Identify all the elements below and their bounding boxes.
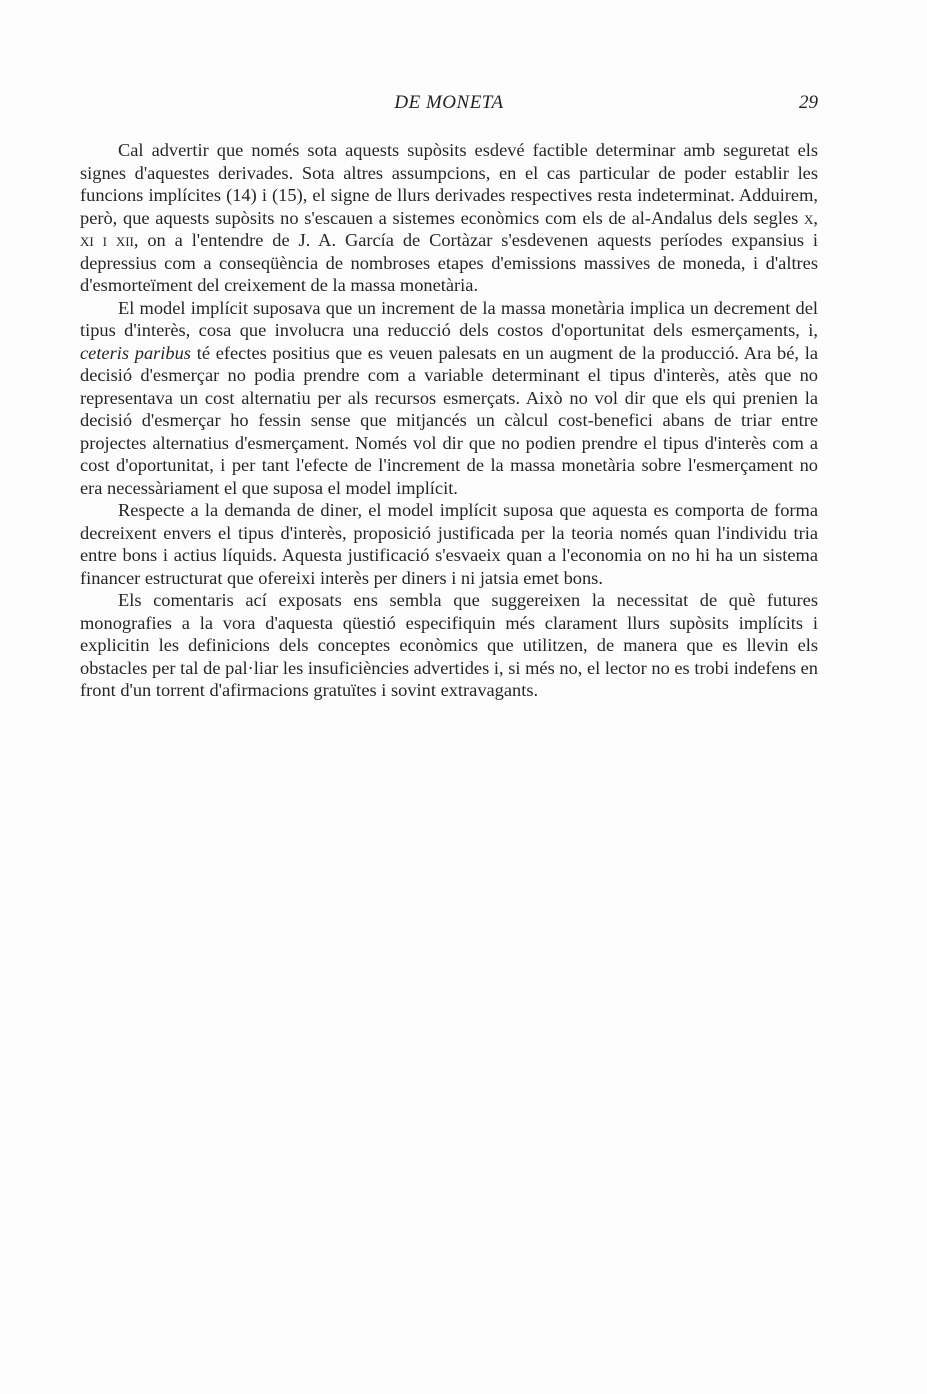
paragraph-2-text-b: té efectes positius que es veuen palesats en un augment de la producció. Ara bé, la decisió d'esmerçar no podia prendre com a variable determinant el tipus d'interès, atès que no representava un cost alternatiu per als recursos esmerçats. Això no vol dir que els qui prenien la decisió d'esmerçar ho fessin sense que mitjancés un càlcul cost-benefici abans de triar entre projectes alternatius d'esmerçament. Només vol dir que no podien prendre el tipus d'interès com a cost d'oportunitat, i per tant l'efecte de l'increment de la massa monetària sobre l'esmerçament no era necessàriament el que suposa el model implícit. xyxy=(80,342,818,498)
paragraph-2 xyxy=(80,297,818,500)
centuries-numerals: x, xi i xii xyxy=(80,207,818,250)
page-number: 29 xyxy=(799,92,818,113)
paragraph-4: Els comentaris ací exposats ens sembla que suggereixen la necessitat de què futures monografies a la vora d'aquesta qüestió especifiquin més clarament llurs supòsits implícits i explicitin les definicions dels conceptes econòmics que utilitzen, de manera que es llevin els obstacles per tal de pal·liar les insuficiències advertides i, si més no, el lector no es trobi indefens en front d'un torrent d'afirmacions gratuïtes i sovint extravagants. xyxy=(80,590,818,700)
paragraph-3: Respecte a la demanda de diner, el model implícit suposa que aquesta es comporta de forma decreixent envers el tipus d'interès, proposició justificada per la teoria només quan l'individu tria entre bons i actius líquids. Aquesta justificació s'esvaeix quan a l'economia on no hi ha un sistema financer estructurat que ofereixi interès per diners i ni jatsia emet bons. xyxy=(80,500,818,588)
paragraph-2-text-a: El model implícit suposava que un increment de la massa monetària implica un decrement del tipus d'interès, cosa que involucra una reducció dels costos d'oportunitat dels esmerçaments, i, xyxy=(80,297,818,340)
body-text xyxy=(80,139,818,702)
paragraph-1 xyxy=(80,139,818,297)
page-header xyxy=(80,92,818,116)
latin-phrase: ceteris paribus xyxy=(80,342,191,363)
paragraph-1-text-a: Cal advertir que només sota aquests supòsits esdevé factible determinar amb seguretat els signes d'aquestes derivades. Sota altres assumpcions, en el cas particular de poder establir les funcions implícites (14) i (15), el signe de llurs derivades respectives resta indeterminat. Adduirem, però, que aquests supòsits no s'escauen a sistemes econòmics com els de al-Andalus dels segles xyxy=(80,140,818,228)
running-title: DE MONETA xyxy=(394,92,504,113)
paragraph-1-text-b: , on a l'entendre de J. A. García de Cortàzar s'esdevenen aquests períodes expansius i depressius com a conseqüència de nombroses etapes d'emissions massives de moneda, i d'altres d'esmorteïment del creixement de la massa monetària. xyxy=(80,230,818,295)
